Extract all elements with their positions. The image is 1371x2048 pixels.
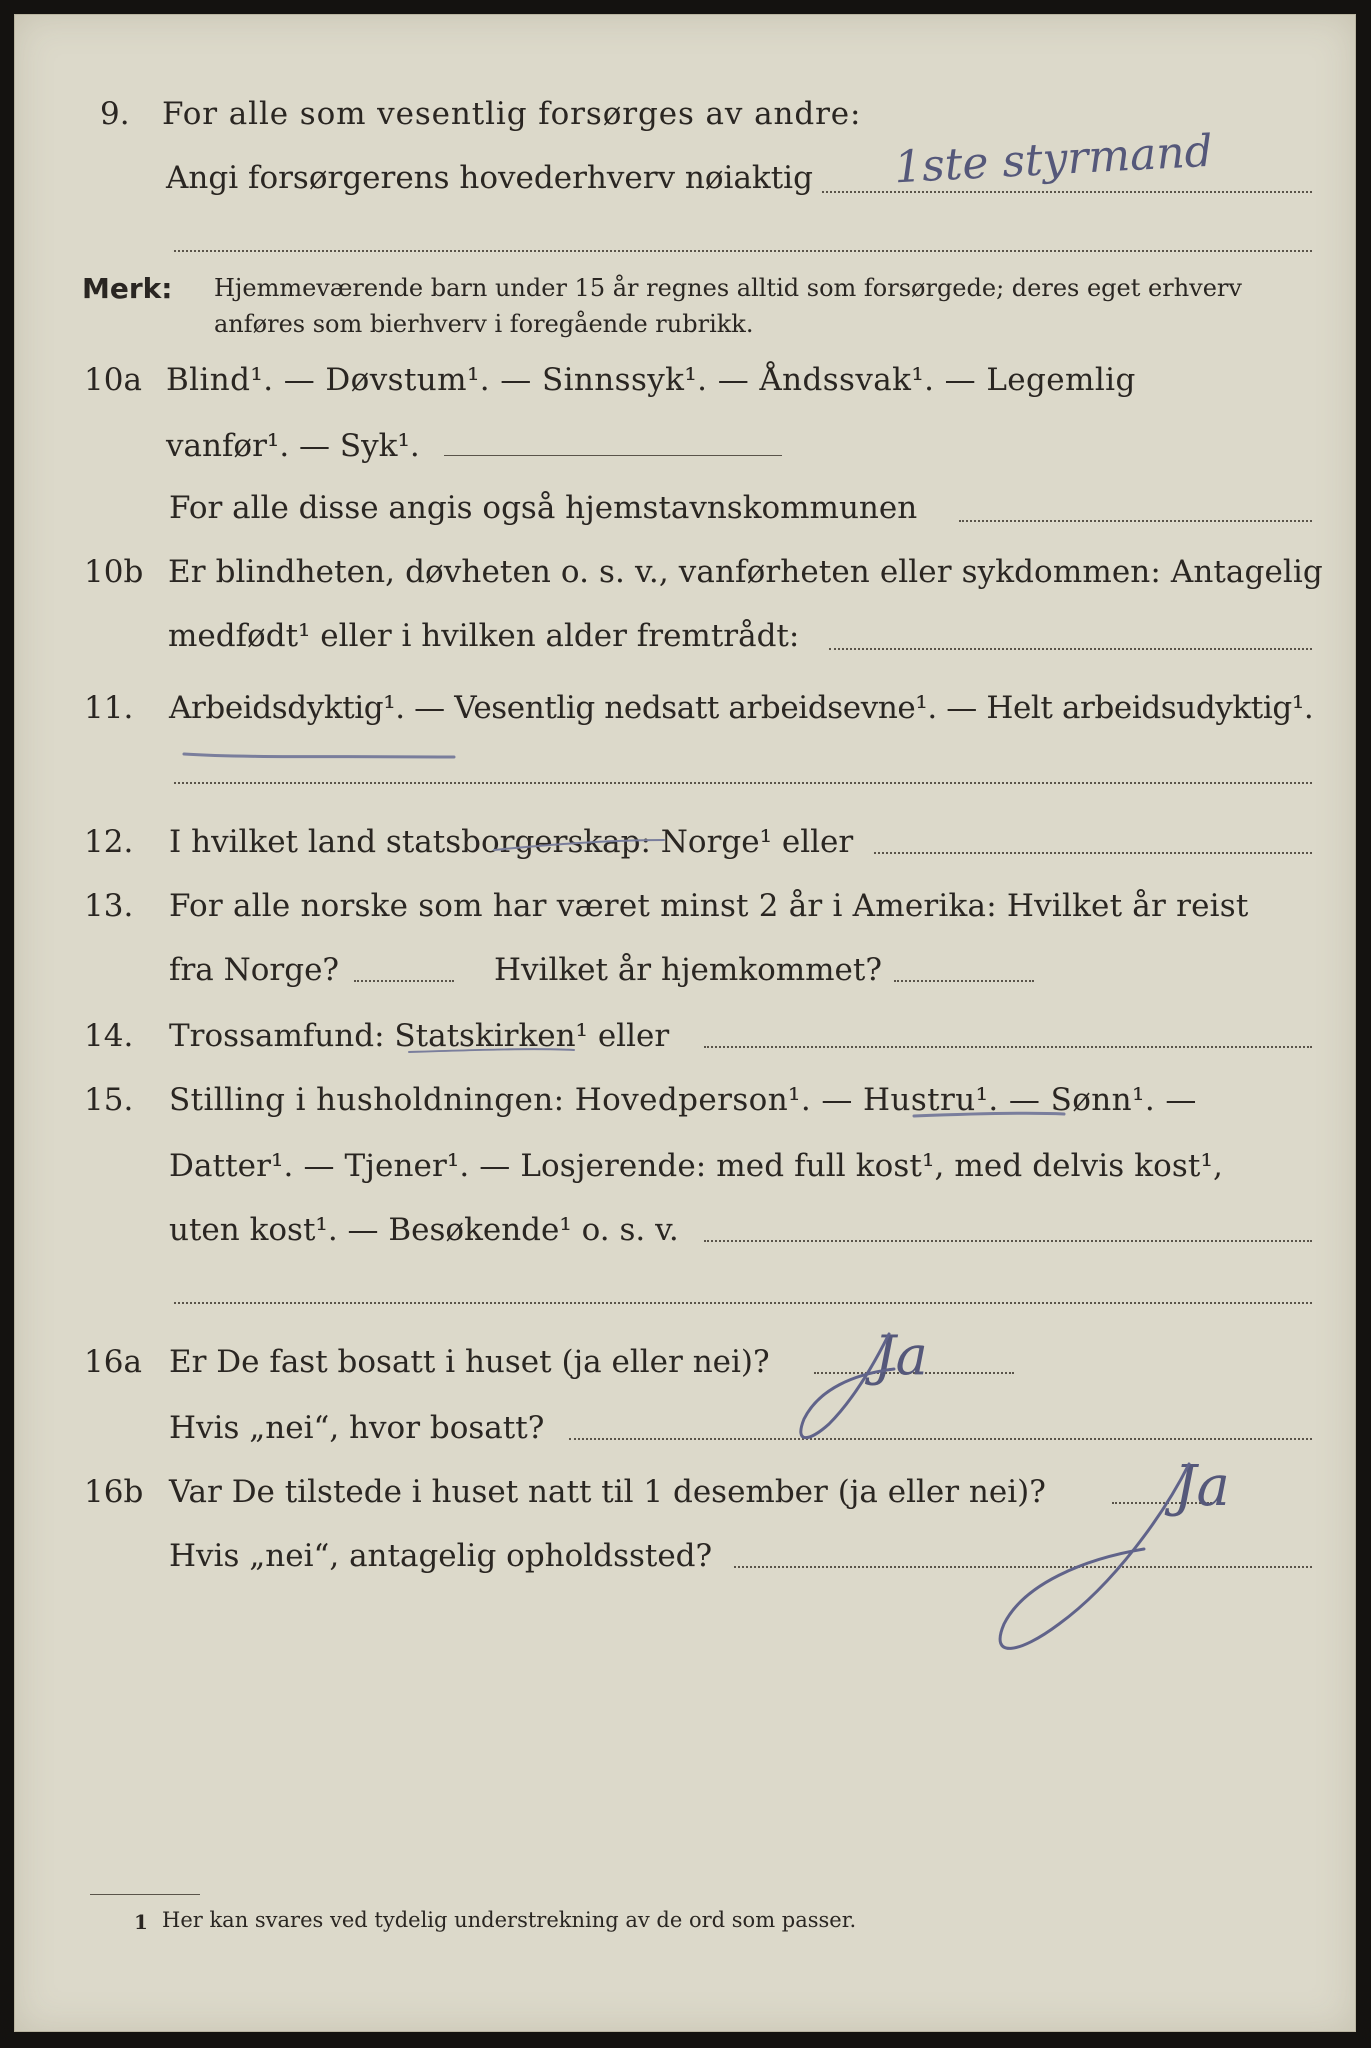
q11-line1: Arbeidsdyktig¹. — Vesentlig nedsatt arbeidsevne¹. — Helt arbeidsudyktig¹. (169, 690, 1314, 726)
q15-line1: Stilling i husholdningen: Hovedperson¹. — Hustru¹. — Sønn¹. — (169, 1082, 1197, 1118)
q10b-number: 10b (84, 554, 144, 590)
q9-line1: For alle som vesentlig forsørges av andre: (162, 96, 862, 132)
q15-line3: uten kost¹. — Besøkende¹ o. s. v. (169, 1212, 679, 1248)
q16a-ja-flourish (801, 1334, 894, 1438)
hustru-underline (914, 1113, 1064, 1116)
q14-number: 14. (84, 1018, 134, 1054)
norge-underline (494, 840, 664, 850)
q10a-number: 10a (84, 362, 142, 398)
footnote-mark: 1 (134, 1910, 148, 1934)
merk-line1: Hjemmeværende barn under 15 år regnes alltid som forsørgede; deres eget erhverv (214, 274, 1242, 302)
q12-number: 12. (84, 824, 134, 860)
q10b-line1: Er blindheten, døvheten o. s. v., vanførheten eller sykdommen: Antagelig (168, 554, 1323, 590)
arbeidsdyktig-underline (184, 754, 454, 757)
q16b-line1: Var De tilstede i huset natt til 1 desember (ja eller nei)? (169, 1474, 1046, 1510)
q15-number: 15. (84, 1082, 134, 1118)
q10a-line3: For alle disse angis også hjemstavnskommunen (169, 490, 918, 526)
q16a-number: 16a (84, 1344, 142, 1380)
q13-line2b: Hvilket år hjemkommet? (494, 952, 882, 988)
q16b-handwritten-answer: Ja (1174, 1454, 1230, 1519)
q16b-ja-flourish (1000, 1464, 1189, 1648)
footnote-text: Her kan svares ved tydelig understrekning av de ord som passer. (162, 1908, 857, 1932)
merk-line2: anføres som bierhverv i foregående rubrikk. (214, 310, 754, 338)
q16a-line1: Er De fast bosatt i huset (ja eller nei)? (169, 1344, 770, 1380)
q13-line1: For alle norske som har været minst 2 år i Amerika: Hvilket år reist (169, 888, 1249, 924)
merk-label: Merk: (82, 272, 173, 305)
footnote-rule (90, 1894, 200, 1895)
q16a-line2: Hvis „nei“, hvor bosatt? (169, 1410, 545, 1446)
q10a-line1: Blind¹. — Døvstum¹. — Sinnssyk¹. — Åndssvak¹. — Legemlig (166, 362, 1136, 398)
q13-number: 13. (84, 888, 134, 924)
statskirken-underline (409, 1049, 574, 1052)
q9-number: 9. (100, 96, 130, 132)
q11-number: 11. (84, 690, 134, 726)
q12-line1: I hvilket land statsborgerskap: Norge¹ eller (169, 824, 854, 860)
q16b-line2: Hvis „nei“, antagelig opholdssted? (169, 1538, 713, 1574)
q16a-handwritten-answer: Ja (874, 1324, 928, 1387)
q16b-number: 16b (84, 1474, 144, 1510)
handwriting-strokes (14, 14, 1356, 2032)
q9-handwritten-answer: 1ste styrmand (892, 125, 1215, 194)
q14-line1: Trossamfund: Statskirken¹ eller (169, 1018, 670, 1054)
q10a-line2: vanfør¹. — Syk¹. (166, 428, 420, 464)
q13-line2a: fra Norge? (169, 952, 340, 988)
q15-line2: Datter¹. — Tjener¹. — Losjerende: med full kost¹, med delvis kost¹, (169, 1148, 1223, 1184)
q9-line2: Angi forsørgerens hovederhverv nøiaktig (166, 160, 813, 196)
form-sheet (14, 14, 1356, 2032)
q10b-line2: medfødt¹ eller i hvilken alder fremtrådt: (168, 618, 800, 654)
